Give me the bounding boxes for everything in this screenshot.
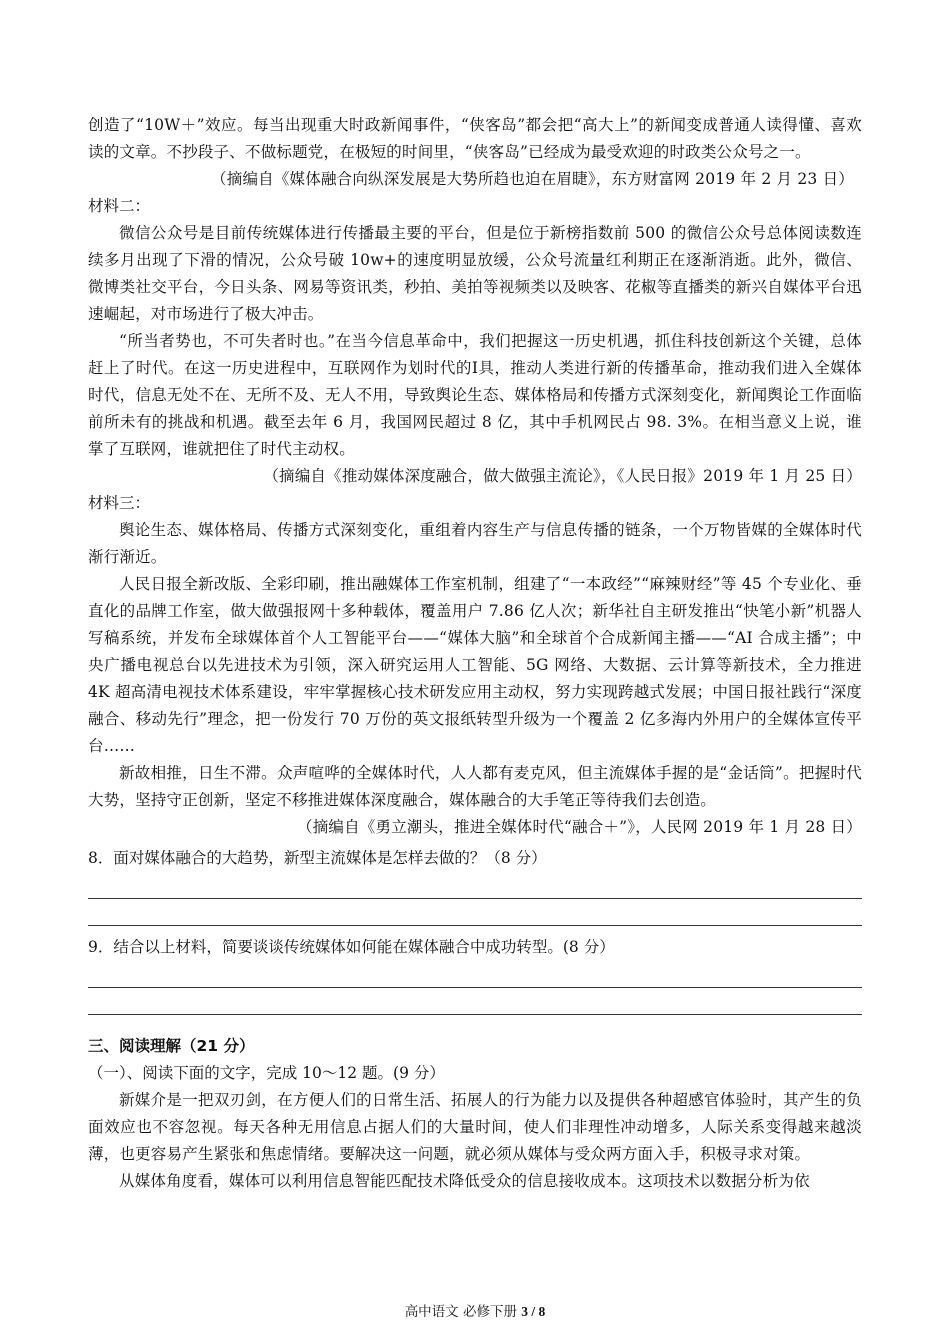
material3-label: 材料三： xyxy=(88,494,151,512)
material3-paragraph-3: 新故相推，日生不滞。众声喧哗的全媒体时代，人人都有麦克风，但主流媒体手握的是“金话筒”。把握时代大势，坚持守正创新，坚定不移推进媒体深度融合，媒体融合的大手笔正等待我们去创造。 xyxy=(88,764,862,809)
question-9: 9．结合以上材料，简要谈谈传统媒体如何能在媒体融合中成功转型。(8 分） xyxy=(88,938,615,956)
material3-source: （摘编自《勇立潮头，推进全媒体时代“融合＋”》，人民网 2019 年 1 月 28 日） xyxy=(297,818,862,836)
material3-paragraph-2: 人民日报全新改版、全彩印刷，推出融媒体工作室机制，组建了“一本政经”“麻辣财经”等 45 个专业化、垂直化的品牌工作室，做大做强报网十多种载体，覆盖用户 7.86 亿人次；新华社自主研发推出“快笔小新”机器人写稿系统，并发布全球媒体首个人工智能平台——“媒体大脑”和全球首个合成新闻主播——“AI 合成主播”；中央广播电视总台以先进技术为引领，深入研究运用人工智能、5G 网络、大数据、云计算等新技术，全力推进 4K 超高清电视技术体系建设，牢牢掌握核心技术研发应用主动权，努力实现跨越式发展；中国日报社践行“深度融合、移动先行”理念，把一份发行 70 万份的英文报纸转型升级为一个覆盖 2 亿多海内外用户的全媒体宣传平台…… xyxy=(88,575,862,755)
document-page xyxy=(88,112,862,1195)
section-3-paragraph-2: 从媒体角度看，媒体可以利用信息智能匹配技术降低受众的信息接收成本。这项技术以数据分析为依 xyxy=(119,1172,810,1190)
material2-paragraph-2: “所当者势也，不可失者时也。”在当今信息革命中，我们把握这一历史机遇，抓住科技创新这个关键，总体赶上了时代。在这一历史进程中，互联网作为划时代的I具，推动人类进行新的传播革命，推动我们进入全媒体时代，信息无处不在、无所不及、无人不用，导致舆论生态、媒体格局和传播方式深刻变化，新闻舆论工作面临前所未有的挑战和机遇。截至去年 6 月，我国网民超过 8 亿，其中手机网民占 98. 3%。在相当意义上说，谁掌了互联网，谁就把住了时代主动权。 xyxy=(88,332,862,458)
material3-paragraph-1: 舆论生态、媒体格局、传播方式深刻变化，重组着内容生产与信息传播的链条，一个万物皆媒的全媒体时代渐行渐近。 xyxy=(88,521,862,566)
intro-paragraph: 创造了“10W＋”效应。每当出现重大时政新闻事件，“侠客岛”都会把“高大上”的新闻变成普通人读得懂、喜欢读的文章。不抄段子、不做标题党，在极短的时间里，“侠客岛”已经成为最受欢迎的时政类公众号之一。 xyxy=(88,116,862,161)
intro-source: （摘编自《媒体融合向纵深发展是大势所趋也迫在眉睫》，东方财富网 2019 年 2 月 23 日） xyxy=(211,170,854,188)
footer-text: 高中语文 必修下册 xyxy=(404,1304,522,1320)
page-footer xyxy=(0,1300,950,1320)
section-3-subtitle: （一）、阅读下面的文字，完成 10～12 题。(9 分） xyxy=(88,1064,445,1082)
material2-label: 材料二： xyxy=(88,197,151,215)
material2-source: （摘编自《推动媒体深度融合，做大做强主流论》，《人民日报》2019 年 1 月 25 日） xyxy=(263,467,862,485)
answer-line[interactable] xyxy=(88,961,862,988)
material2-paragraph-1: 微信公众号是目前传统媒体进行传播最主要的平台，但是位于新榜指数前 500 的微信公众号总体阅读数连续多月出现了下滑的情况，公众号破 10w+的速度明显放缓，公众号流量红利期正在逐渐消逝。此外，微信、微博类社交平台，今日头条、网易等资讯类，秒拍、美拍等视频类以及映客、花椒等直播类的新兴自媒体平台迅速崛起，对市场进行了极大冲击。 xyxy=(88,224,862,323)
page-number: 3 / 8 xyxy=(521,1304,546,1319)
answer-line[interactable] xyxy=(88,988,862,1015)
question-8: 8．面对媒体融合的大趋势，新型主流媒体是怎样去做的？（8 分） xyxy=(88,849,547,867)
answer-line[interactable] xyxy=(88,899,862,926)
section-3-title: 三、阅读理解（21 分） xyxy=(88,1037,255,1055)
section-3-paragraph-1: 新媒介是一把双刃剑，在方便人们的日常生活、拓展人的行为能力以及提供各种超感官体验时，其产生的负面效应也不容忽视。每天各种无用信息占据人们的大量时间，使人们非理性冲动增多，人际关系变得越来越淡薄，也更容易产生紧张和焦虑情绪。要解决这一问题，就必须从媒体与受众两方面入手，积极寻求对策。 xyxy=(88,1091,862,1163)
answer-line[interactable] xyxy=(88,872,862,899)
